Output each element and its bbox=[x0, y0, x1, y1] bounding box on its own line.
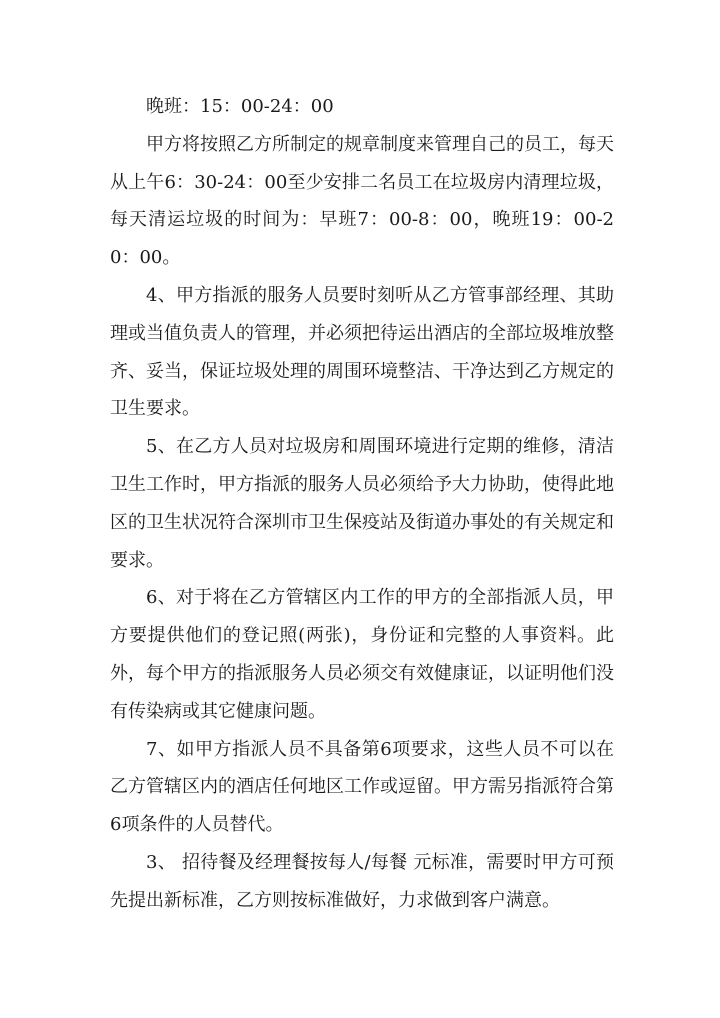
paragraph-staff-management: 甲方将按照乙方所制定的规章制度来管理自己的员工，每天从上午6：30-24：00至少安排二名员工在垃圾房内清理垃圾，每天清运垃圾的时间为：早班7：00-8：00，晚班19：00-20：00。 bbox=[110, 133, 614, 269]
paragraph-item-3-meals: 3、 招待餐及经理餐按每人/每餐 元标准，需要时甲方可预先提出新标准，乙方则按标准做好，力求做到客户满意。 bbox=[110, 851, 614, 911]
paragraph-item-4: 4、甲方指派的服务人员要时刻听从乙方管事部经理、其助理或当值负责人的管理，并必须把待运出酒店的全部垃圾堆放整齐、妥当，保证垃圾处理的周围环境整洁、干净达到乙方规定的卫生要求。 bbox=[110, 284, 614, 420]
paragraph-item-5: 5、在乙方人员对垃圾房和周围环境进行定期的维修，清洁卫生工作时，甲方指派的服务人员必须给予大力协助，使得此地区的卫生状况符合深圳市卫生保疫站及街道办事处的有关规定和要求。 bbox=[110, 436, 614, 571]
paragraph-evening-shift: 晚班：15：00-24：00 bbox=[146, 96, 334, 117]
paragraph-item-7: 7、如甲方指派人员不具备第6项要求，这些人员不可以在乙方管辖区内的酒店任何地区工作或逗留。甲方需另指派符合第6项条件的人员替代。 bbox=[110, 738, 614, 836]
paragraph-item-6: 6、对于将在乙方管辖区内工作的甲方的全部指派人员，甲方要提供他们的登记照(两张)，身份证和完整的人事资料。此外，每个甲方的指派服务人员必须交有效健康证，以证明他们没有传染病或其它健康问题。 bbox=[110, 587, 614, 722]
document-body bbox=[110, 88, 614, 920]
